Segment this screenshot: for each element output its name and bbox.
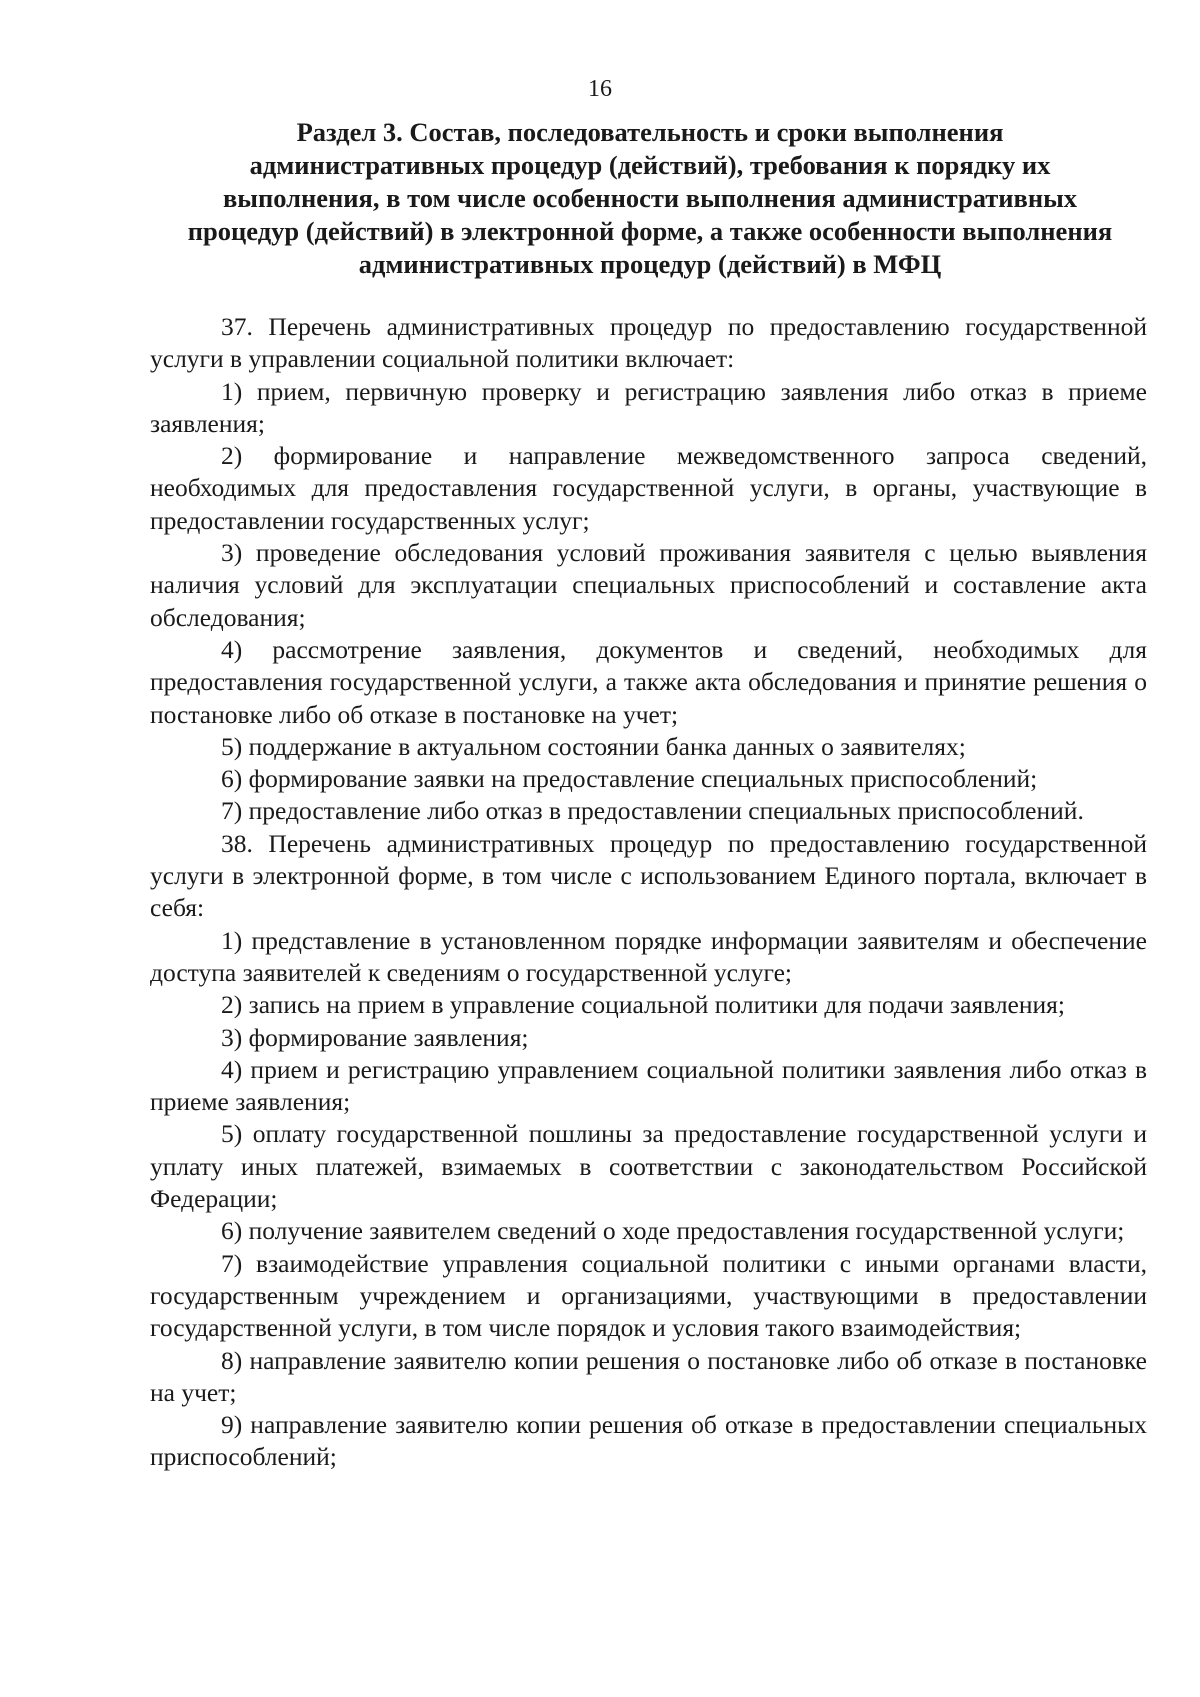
list-item: 9) направление заявителю копии решения об отказе в предоставлении специальных приспособлений;: [150, 1410, 1147, 1472]
heading-line: процедур (действий) в электронной форме, а также особенности выполнения: [187, 216, 1113, 246]
paragraph-37-intro: 37. Перечень административных процедур по предоставлению государственной услуги в управлении социальной политики включает:: [150, 312, 1147, 374]
list-item: 2) запись на прием в управление социальной политики для подачи заявления;: [221, 990, 1065, 1020]
list-item: 1) представление в установленном порядке информации заявителям и обеспечение доступа заявителей к сведениям о государственной услуге;: [150, 925, 1147, 987]
list-item: 5) поддержание в актуальном состоянии банка данных о заявителях;: [221, 731, 966, 761]
list-item: 5) оплату государственной пошлины за предоставление государственной услуги и уплату иных платежей, взимаемых в соответствии с законодательством Российской Федерации;: [150, 1119, 1147, 1214]
list-item: 2) формирование и направление межведомственного запроса сведений, необходимых для предоставления государственной услуги, в органы, участвующие в предоставлении государственных услуг;: [150, 441, 1147, 535]
document-body: [150, 311, 1147, 1474]
list-item: 4) прием и регистрацию управлением социальной политики заявления либо отказ в приеме заявления;: [150, 1054, 1147, 1117]
heading-line: административных процедур (действий) в МФЦ: [358, 249, 942, 279]
heading-line: Раздел 3. Состав, последовательность и сроки выполнения: [296, 117, 1004, 147]
section-heading: [150, 116, 1150, 281]
list-item: 7) предоставление либо отказ в предоставлении специальных приспособлений.: [221, 796, 1084, 826]
list-item: 1) прием, первичную проверку и регистрацию заявления либо отказ в приеме заявления;: [150, 376, 1147, 438]
paragraph-38-intro: 38. Перечень административных процедур по предоставлению государственной услуги в электронной форме, в том числе с использованием Единого портала, включает в себя:: [150, 828, 1147, 923]
list-item: 6) формирование заявки на предоставление специальных приспособлений;: [221, 764, 1038, 794]
heading-line: административных процедур (действий), требования к порядку их: [249, 150, 1051, 180]
page-number: 16: [588, 76, 612, 102]
list-item: 3) формирование заявления;: [221, 1022, 529, 1052]
list-item: 7) взаимодействие управления социальной политики с иными органами власти, государственным учреждением и организациями, участвующими в предоставлении государственной услуги, в том числе порядок и условия такого взаимодействия;: [150, 1248, 1147, 1343]
list-item: 4) рассмотрение заявления, документов и сведений, необходимых для предоставления государственной услуги, а также акта обследования и принятие решения о постановке либо об отказе в постановке на учет;: [150, 634, 1147, 729]
list-item: 6) получение заявителем сведений о ходе предоставления государственной услуги;: [221, 1216, 1125, 1246]
list-item: 3) проведение обследования условий проживания заявителя с целью выявления наличия условий для эксплуатации специальных приспособлений и составление акта обследования;: [150, 538, 1147, 632]
heading-line: выполнения, в том числе особенности выполнения административных: [222, 183, 1078, 213]
list-item: 8) направление заявителю копии решения о постановке либо об отказе в постановке на учет;: [150, 1345, 1147, 1407]
